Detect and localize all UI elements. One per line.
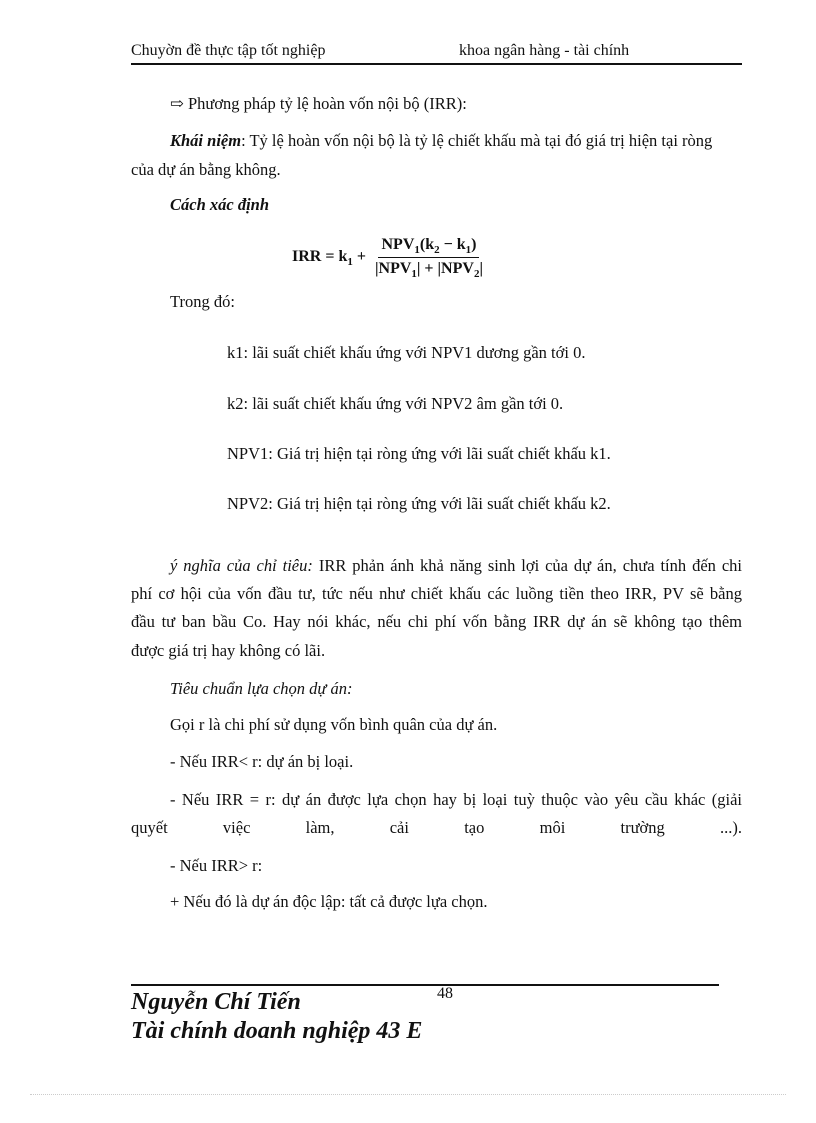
where-label: Trong đó: <box>170 292 235 311</box>
definition-npv2: NPV2: Giá trị hiện tại ròng ứng với lãi suất chiết khấu k2. <box>227 494 611 513</box>
concept-label: Khái niệm <box>170 131 242 150</box>
footer-divider <box>131 984 719 986</box>
header-divider <box>131 63 742 65</box>
definition-k2: k2: lãi suất chiết khấu ứng với NPV2 âm gần tới 0. <box>227 394 564 413</box>
criteria-intro: Gọi r là chi phí sử dụng vốn bình quân của dự án. <box>170 715 498 734</box>
method-label: Cách xác định <box>170 195 270 214</box>
rule-irr-less: - Nếu IRR< r: dự án bị loại. <box>170 752 354 771</box>
concept-text: : Tỷ lệ hoàn vốn nội bộ là tỷ lệ chiết khấu mà tại đó giá trị hiện tại ròng <box>241 131 713 150</box>
meaning-line-3: đầu tư ban bầu Co. Hay nói khác, nếu chi phí vốn bằng IRR dự án sẽ không tạo thêm <box>131 612 742 631</box>
rule-irr-equal-line-1: - Nếu IRR = r: dự án được lựa chọn hay bị loại tuỳ thuộc vào yêu cầu khác (giải <box>170 790 742 809</box>
concept-line-1 <box>170 131 712 151</box>
formula-lhs: IRR = $k_1$ + <box>292 248 366 269</box>
rule-irr-equal-line-2: quyết việc làm, cải tạo môi trường ...). <box>131 818 742 837</box>
definition-npv1: NPV1: Giá trị hiện tại ròng ứng với lãi suất chiết khấu k1. <box>227 444 611 463</box>
rule-independent-project: + Nếu đó là dự án độc lập: tất cả được lựa chọn. <box>170 892 488 911</box>
meaning-line-1: ý nghĩa của chỉ tiêu: IRR phản ánh khả năng sinh lợi của dự án, chưa tính đến chi <box>170 556 742 575</box>
formula-fraction <box>372 236 486 280</box>
irr-formula <box>292 236 486 280</box>
header-right: khoa ngân hàng - tài chính <box>459 42 630 59</box>
definition-k1: k1: lãi suất chiết khấu ứng với NPV1 dương gần tới 0. <box>227 343 586 362</box>
page-number: 48 <box>437 985 453 1002</box>
meaning-line-4: được giá trị hay không có lãi. <box>131 641 326 660</box>
criteria-label: Tiêu chuẩn lựa chọn dự án: <box>170 679 353 698</box>
concept-line-2: của dự án bằng không. <box>131 160 281 179</box>
section-title: ⇨ Phương pháp tỷ lệ hoàn vốn nội bộ (IRR): <box>170 94 467 113</box>
meaning-label: ý nghĩa của chỉ tiêu: <box>170 556 313 575</box>
page-bottom-divider <box>30 1094 786 1095</box>
rule-irr-greater: - Nếu IRR> r: <box>170 856 263 875</box>
footer-author: Nguyễn Chí Tiến <box>131 989 301 1015</box>
formula-numerator: $NPV_1(k_2 - k_1)$ <box>378 236 479 258</box>
meaning-line-2: phí cơ hội của vốn đầu tư, tức nếu như chiết khấu các luồng tiền theo IRR, PV sẽ bằng <box>131 584 742 603</box>
formula-denominator: $|NPV_1| + |NPV_2|$ <box>374 260 483 281</box>
footer-class: Tài chính doanh nghiệp 43 E <box>131 1018 423 1044</box>
header-left: Chuyờn đề thực tập tốt nghiệp <box>131 42 326 59</box>
